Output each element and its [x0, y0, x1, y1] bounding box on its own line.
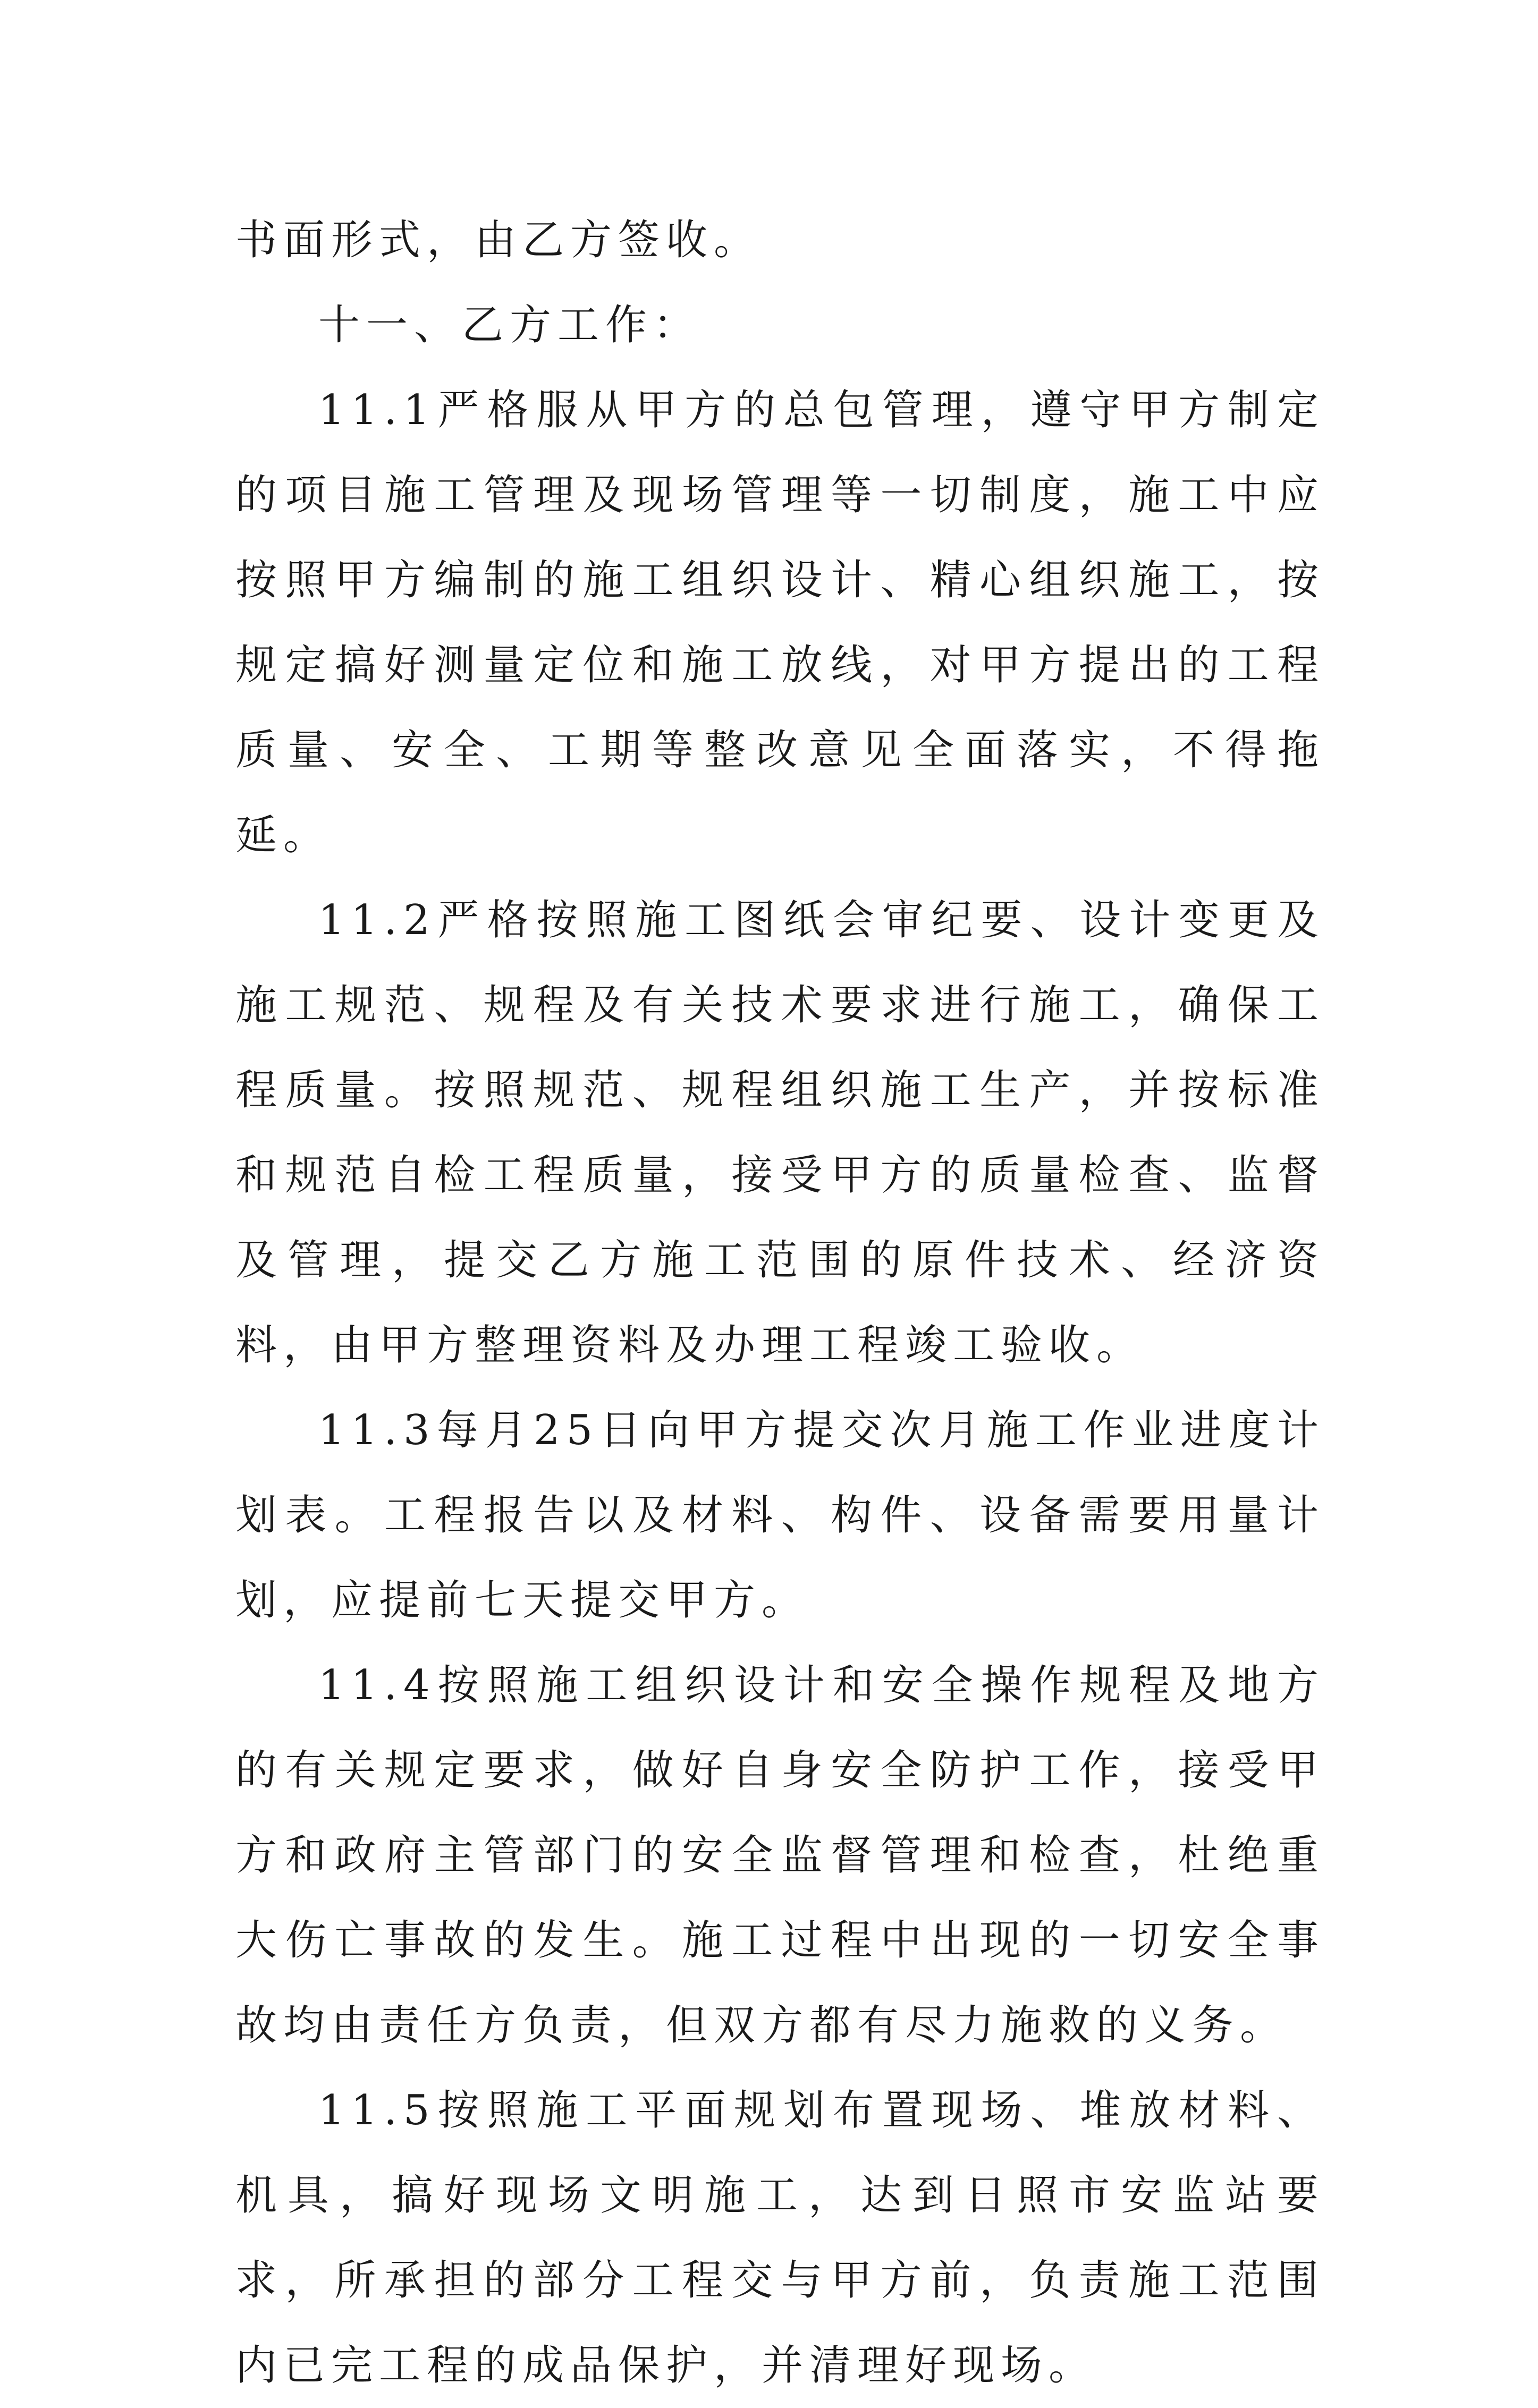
section-heading: 十一、乙方工作： [318, 301, 702, 349]
clause-11-3: 11.3每月25日向甲方提交次月施工作业进度计划表。工程报告以及材料、构件、设备需要用量计划，应提前七天提交甲方。 [235, 1406, 1325, 1624]
paragraph-continuation: 书面形式，由乙方签收。 [235, 216, 762, 264]
clause-11-5: 11.5按照施工平面规划布置现场、堆放材料、机具，搞好现场文明施工，达到日照市安监站要求，所承担的部分工程交与甲方前，负责施工范围内已完工程的成品保护，并清理好现场。 [235, 2087, 1325, 2389]
clause-11-1: 11.1严格服从甲方的总包管理，遵守甲方制定的项目施工管理及现场管理等一切制度，施工中应按照甲方编制的施工组织设计、精心组织施工，按规定搞好测量定位和施工放线，对甲方提出的工程质量、安全、工期等整改意见全面落实，不得拖延。 [235, 386, 1325, 859]
document-body [235, 198, 1325, 2408]
clause-11-4: 11.4按照施工组织设计和安全操作规程及地方的有关规定要求，做好自身安全防护工作，接受甲方和政府主管部门的安全监督管理和检查，杜绝重大伤亡事故的发生。施工过程中出现的一切安全事故均由责任方负责，但双方都有尽力施救的义务。 [235, 1661, 1325, 2049]
clause-11-2: 11.2严格按照施工图纸会审纪要、设计变更及施工规范、规程及有关技术要求进行施工，确保工程质量。按照规范、规程组织施工生产，并按标准和规范自检工程质量，接受甲方的质量检查、监督及管理，提交乙方施工范围的原件技术、经济资料，由甲方整理资料及办理工程竣工验收。 [235, 896, 1325, 1369]
